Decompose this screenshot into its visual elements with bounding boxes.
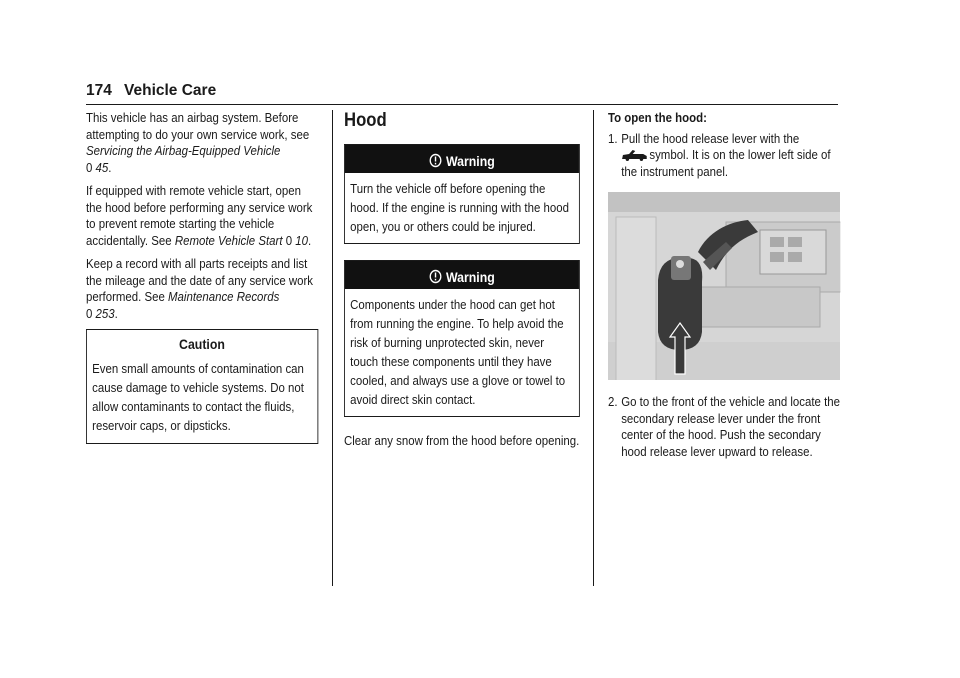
step-1: 1. Pull the hood release lever with the symbol. It is on the lower left side of the instrument panel. bbox=[608, 130, 831, 179]
column-2 bbox=[344, 110, 580, 457]
column-divider-left bbox=[332, 110, 333, 586]
warning-body: Turn the vehicle off before opening the hood. If the engine is running with the hood open, you or others could be injured. bbox=[350, 181, 569, 234]
column-1 bbox=[86, 110, 318, 444]
hood-heading: Hood bbox=[344, 110, 387, 131]
step-2: 2. Go to the front of the vehicle and locate the secondary release lever under the front center of the hood. Push the secondary hood release lever upward to release. bbox=[608, 394, 840, 459]
exclamation-warning-icon bbox=[429, 153, 441, 168]
page-ref-arrow-icon: 0 bbox=[285, 232, 293, 248]
open-hood-subheading: To open the hood: bbox=[608, 110, 707, 125]
column-3 bbox=[608, 110, 840, 460]
exclamation-warning-icon bbox=[429, 269, 441, 284]
clear-snow-paragraph: Clear any snow from the hood before opening. bbox=[344, 433, 580, 448]
column-divider-right bbox=[593, 110, 594, 586]
page-ref-arrow-icon: 0 bbox=[86, 159, 93, 175]
vehicle-hood-open-icon bbox=[621, 149, 647, 161]
warning-body: Components under the hood can get hot from running the engine. To help avoid the risk of burning unprotected skin, never touch these components until they have cooled, and always use a glove or towel to avoid direct skin contact. bbox=[350, 297, 566, 407]
step-number: 2. bbox=[608, 394, 618, 409]
remote-start-paragraph: If equipped with remote vehicle start, open the hood before performing any service work to prevent remote starting the vehicle accidentally. See Remote Vehicle Start 0 10. bbox=[86, 183, 313, 248]
records-paragraph: Keep a record with all parts receipts and list the mileage and the date of any service work performed. See Maintenance Records 0 253. bbox=[86, 256, 314, 321]
header-rule bbox=[86, 104, 838, 105]
warning-box-engine bbox=[344, 144, 580, 244]
warning-bar bbox=[345, 261, 579, 289]
step-number: 1. bbox=[608, 130, 618, 146]
page-number: 174 bbox=[86, 82, 112, 99]
caution-title: Caution bbox=[179, 336, 225, 352]
warning-title: Warning bbox=[445, 269, 495, 285]
warning-bar bbox=[345, 145, 579, 173]
airbag-paragraph: This vehicle has an airbag system. Before attempting to do your own service work, see Servicing the Airbag-Equipped Vehicle 0 45. bbox=[86, 110, 310, 175]
airbag-service-link[interactable]: Servicing the Airbag-Equipped Vehicle bbox=[86, 143, 281, 158]
section-title: Vehicle Care bbox=[124, 82, 217, 99]
maintenance-records-link[interactable]: Maintenance Records bbox=[168, 289, 280, 304]
remote-start-page-ref[interactable]: 10 bbox=[295, 232, 308, 248]
caution-box bbox=[86, 329, 318, 444]
warning-title: Warning bbox=[445, 153, 495, 169]
page-ref-arrow-icon: 0 bbox=[86, 305, 93, 321]
airbag-page-ref[interactable]: 45 bbox=[95, 159, 109, 175]
remote-start-link[interactable]: Remote Vehicle Start bbox=[174, 232, 283, 248]
maintenance-page-ref[interactable]: 253 bbox=[95, 305, 115, 321]
warning-box-hot-components bbox=[344, 260, 580, 417]
caution-body: Even small amounts of contamination can cause damage to vehicle systems. Do not allow contaminants to contact the fluids, reservoir caps, or dipsticks. bbox=[92, 360, 304, 433]
hood-release-lever-photo bbox=[608, 192, 840, 380]
